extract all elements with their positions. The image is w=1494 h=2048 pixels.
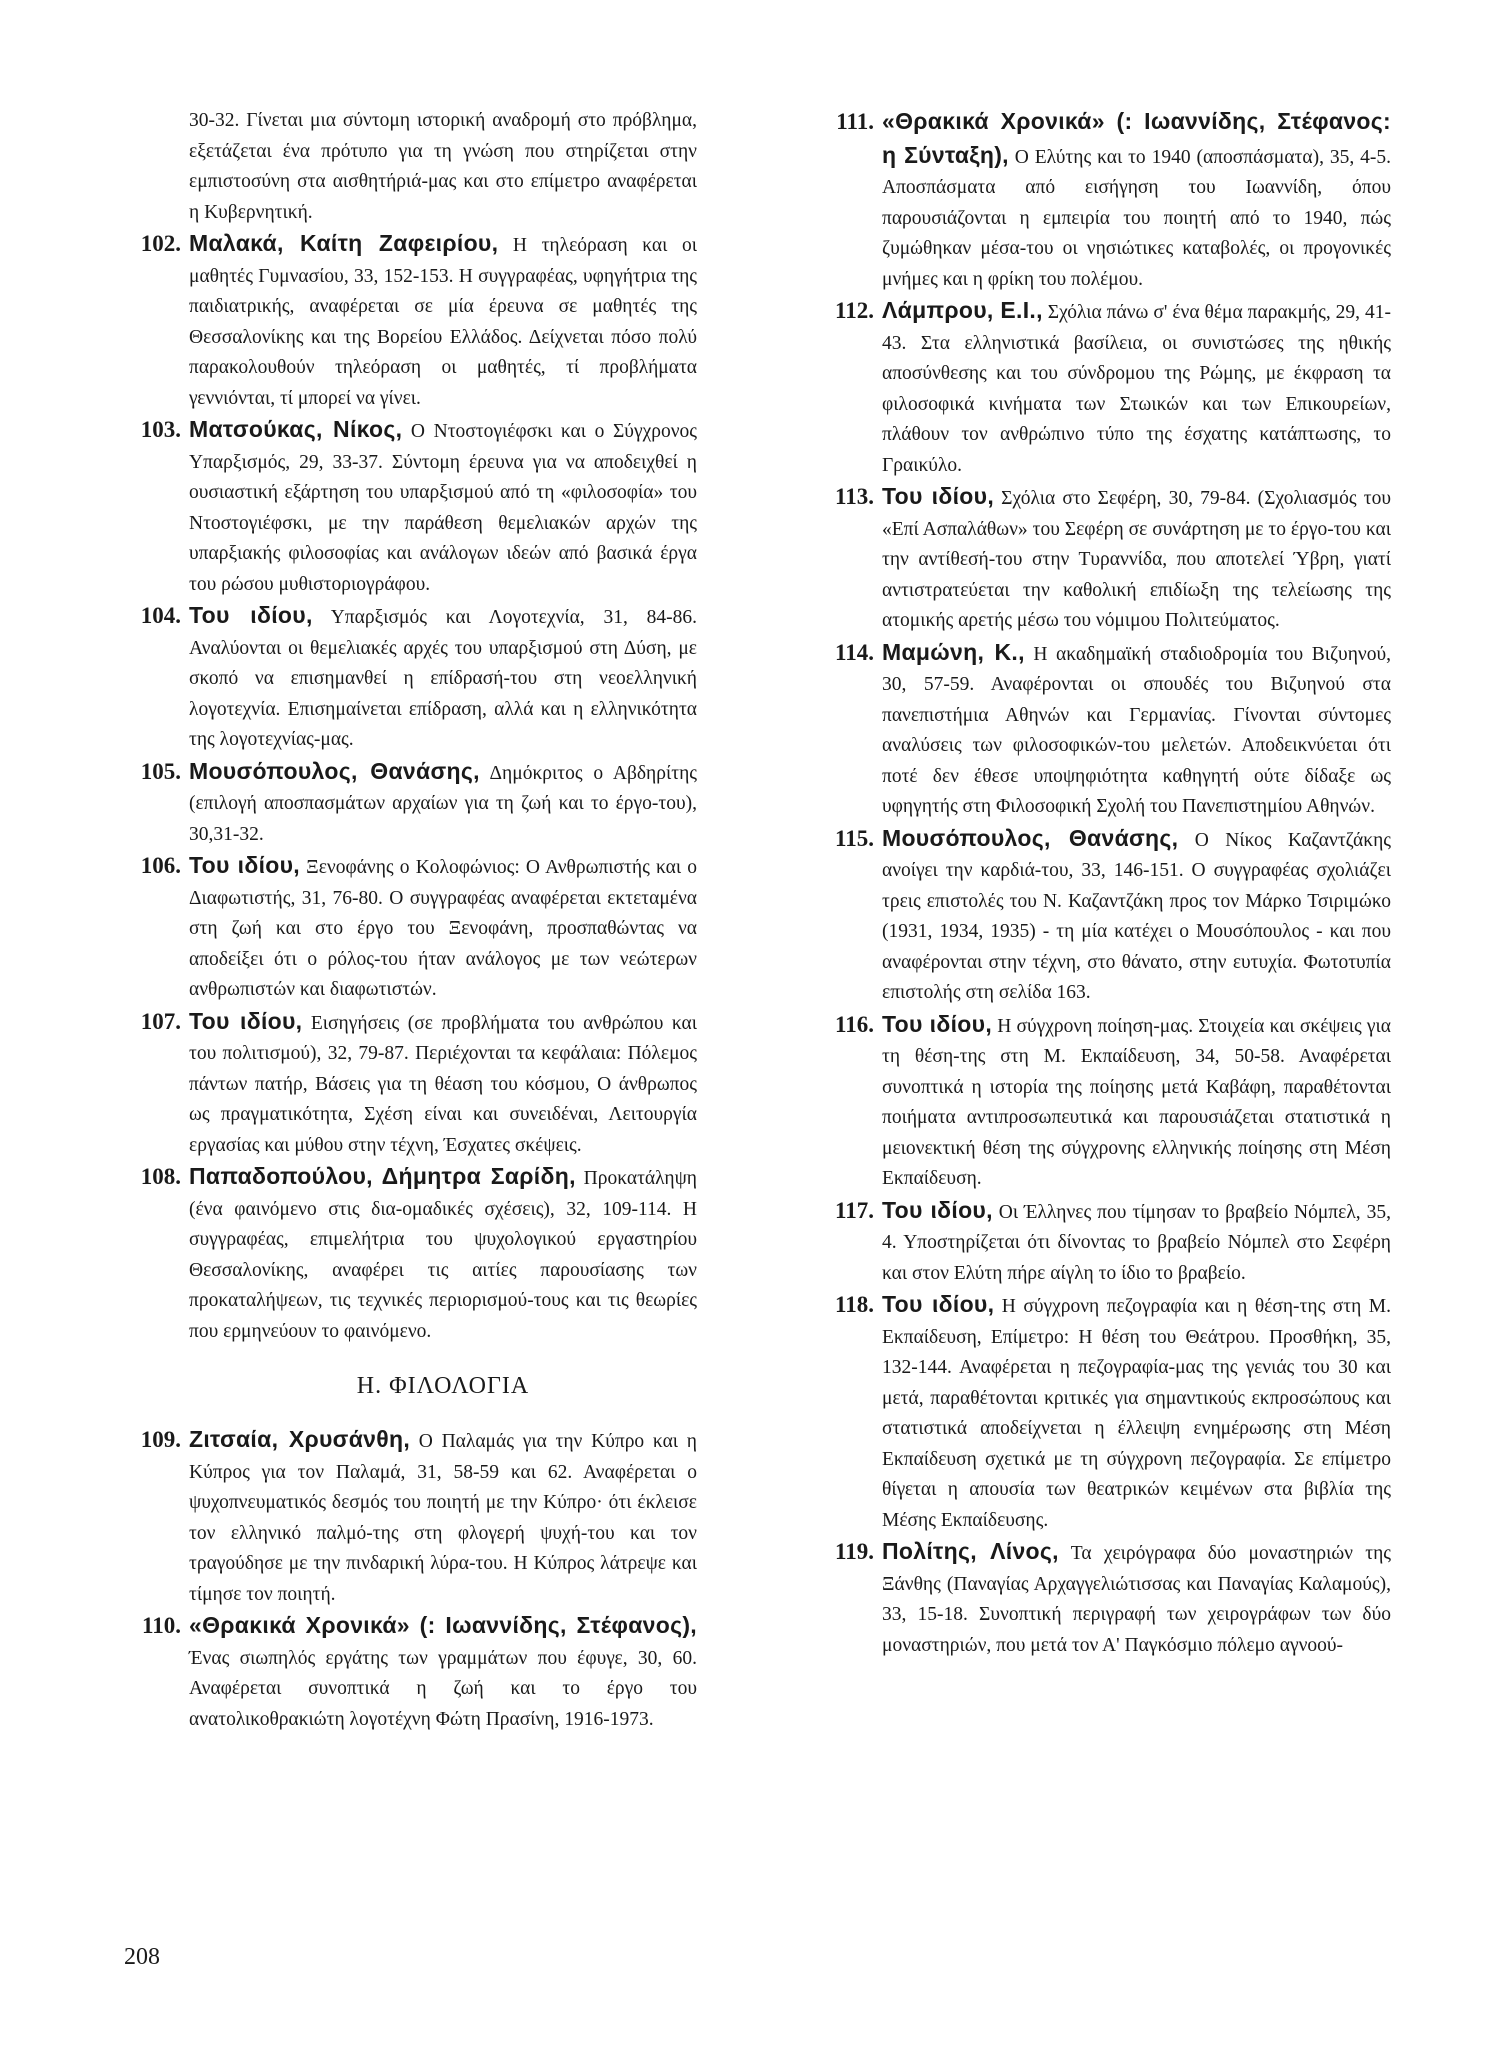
entry-text: Ο Ελύτης και το 1940 (αποσπάσματα), 35, 4-5. Αποσπάσματα από εισήγηση του Ιωαννίδη, όπου παρουσιάζονται η εμπειρία του ποιητή από το 1940, πώς ζυμώθηκαν μέσα-του οι νησιώτικες καταβολές, οι προγονικές μνήμες και η φρίκη του πολέμου. (882, 146, 1392, 290)
entry-text: Οι Έλληνες που τίμησαν το βραβείο Νόμπελ, 35, 4. Υποστηρίζεται ότι δίνοντας το βραβείο Νόμπελ στο Σεφέρη και στον Ελύτη πήρε αίγλη το ίδιο το βραβείο. (882, 1201, 1391, 1284)
entry-text: Ο Νίκος Καζαντζάκης ανοίγει την καρδιά-του, 33, 146-151. Ο συγγραφέας σχολιάζει τρεις επιστολές του Ν. Καζαντζάκη προς τον Μάρκο Τσιριμώκο (1931, 1934, 1935) - τη μία κατέχει ο Μουσόπουλος - και που αναφέρονται στην τέχνη, στο θάνατο, στην ευτυχία. Φωτοτυπία επιστολής στη σελίδα 163. (882, 829, 1391, 1003)
entry-number: 107. (140, 1008, 181, 1034)
entry-text: Η σύγχρονη πεζογραφία και η θέση-της στη Μ. Εκπαίδευση, Επίμετρο: Η θέση του Θεάτρου. Προσθήκη, 35, 132-144. Αναφέρεται η πεζογραφία-μας της γενιάς του 30 και μετά, παραθέτονται κριτικές για σημαντικούς εκπροσώπους και στατιστικά αποδείχνεται η έλλειψη ενημέρωσης στη Μέση Εκπαίδευση σχετικά με τη σύγχρονη πεζογραφία. Σε επίμετρο θίγεται η απουσία των θεατρικών κειμένων στα βιβλία της Μέσης Εκπαίδευσης. (882, 1296, 1391, 1531)
bibliography-entry (125, 1161, 697, 1347)
entry-number: 113. (835, 484, 874, 509)
entry-number: 109. (140, 1427, 181, 1452)
entry-text: Η ακαδημαϊκή σταδιοδρομία του Βιζυηνού, 30, 57-59. Αναφέρονται οι σπουδές του Βιζυηνού στα πανεπιστήμια Αθηνών και Γερμανίας. Γίνονται σύντομες αναλύσεις των φιλοσοφικών-του μελετών. Αποδεικνύεται ότι ποτέ δεν έθεσε υποψηφιότητα καθηγητή ούτε δίδαξε ως υφηγητής στη Φιλοσοφική Σχολή του Πανεπιστημίου Αθηνών. (882, 643, 1391, 817)
entry-number: 106. (140, 853, 181, 878)
entry-list (818, 106, 1391, 1661)
entry-text: Σχόλια πάνω σ' ένα θέμα παρακμής, 29, 41-43. Στα ελληνιστικά βασίλεια, οι συνιστώσες της ηθικής αποσύνθεσης και του σύνδρομου της Ρώμης, με έκφραση τα φιλοσοφικά κινήματα των Στωικών και των Επικουρείων, πλάθουν τον ανθρώπινο τύπο της έσχατης κατάπτωσης, το Γραικύλο. (882, 302, 1391, 476)
bibliography-entry (125, 1610, 697, 1735)
entry-number: 110. (142, 1613, 181, 1638)
entry-text: Η τηλεόραση και οι μαθητές Γυμνασίου, 33, 152-153. Η συγγραφέας, υφηγήτρια της παιδιατρικής, αναφέρεται σε μία έρευνα σε μαθητές της Θεσσαλονίκης και της Βορείου Ελλάδος. Δείχνεται πόσο πολύ παρακολουθούν τηλεόραση οι μαθητές, τί προβλήματα γεννιόνται, τί μπορεί να γίνει. (189, 235, 697, 409)
left-column (125, 106, 697, 1735)
entry-number: 117. (835, 1197, 874, 1223)
entry-number: 108. (140, 1164, 181, 1189)
bibliography-entry (818, 295, 1391, 481)
bibliography-entry (125, 850, 697, 1006)
entry-list (125, 1424, 697, 1735)
entry-author: Του ιδίου, (882, 483, 995, 509)
entry-author: Μαμώνη, Κ., (882, 638, 1025, 665)
entry-author: Ζιτσαία, Χρυσάνθη, (189, 1426, 411, 1452)
entry-number: 112. (835, 298, 874, 323)
entry-number: 118. (835, 1292, 874, 1317)
entry-author: «Θρακικά Χρονικά» (: Ιωαννίδης, Στέφανος: η Σύνταξη), (882, 108, 1391, 168)
entry-text: Η σύγχρονη ποίηση-μας. Στοιχεία και σκέψεις για τη θέση-της στη Μ. Εκπαίδευση, 34, 50-58. Αναφέρεται συνοπτικά η ιστορία της ποίησης μετά Καβάφη, παραθέτονται ποιήματα αντιπροσωπευτικά και παρουσιάζεται στατιστικά η μειονεκτική θέση της σύγχρονης ελληνικής ποίησης στη Μέση Εκπαίδευση. (882, 1015, 1391, 1189)
entry-text: Προκατάληψη (ένα φαινόμενο στις δια-ομαδικές σχέσεις), 32, 109-114. Η συγγραφέας, επιμελήτρια του ψυχολογικού εργαστηρίου Θεσσαλονίκης, αναφέρει τις αιτίες παρουσίασης των προκαταλήψεων, τις τεχνικές περιορισμού-τους και τις θεωρίες που ερμηνεύουν το φαινόμενο. (189, 1168, 698, 1342)
bibliography-entry (818, 1009, 1391, 1195)
entry-number: 105. (140, 758, 181, 784)
entry-author: Παπαδοπούλου, Δήμητρα Σαρίδη, (189, 1163, 576, 1189)
entry-author: Ματσούκας, Νίκος, (189, 416, 403, 442)
entry-text: Υπαρξισμός και Λογοτεχνία, 31, 84-86. Αναλύονται οι θεμελιακές αρχές του υπαρξισμού στη Δύση, με σκοπό να επισημανθεί η επίδρασή-του στη νεοελληνική λογοτεχνία. Επισημαίνεται επίδραση, αλλά και η ελληνικότητα της λογοτεχνίας-μας. (189, 607, 697, 750)
continued-entry-text: 30-32. Γίνεται μια σύντομη ιστορική αναδρομή στο πρόβλημα, εξετάζεται ένα πρότυπο για τη γνώση που στηρίζεται στην εμπιστοσύνη στα αισθητήριά-μας και στο επίμετρο αναφέρεται η Κυβερνητική. (189, 110, 697, 223)
bibliography-entry (125, 228, 697, 414)
bibliography-entry (125, 756, 697, 851)
bibliography-entry (818, 637, 1391, 823)
bibliography-entry (818, 106, 1391, 295)
entry-author: Μουσόπουλος, Θανάσης, (882, 824, 1179, 851)
entry-text: Τα χειρόγραφα δύο μοναστηριών της Ξάνθης (Παναγίας Αρχαγγελιώτισσας και Παναγίας Καλαμούς), 33, 15-18. Συνοπτική περιγραφή των χειρογράφων των δύο μοναστηριών, που μετά τον Α' Παγκόσμιο πόλεμο αγνοού- (882, 1543, 1391, 1656)
entry-author: Του ιδίου, (189, 602, 313, 628)
entry-text: Δημόκριτος ο Αβδηρίτης (επιλογή αποσπασμάτων αρχαίων για τη ζωή και το έργο-του), 30,31-32. (189, 762, 697, 845)
entry-author: Του ιδίου, (882, 1010, 993, 1037)
entry-author: Του ιδίου, (189, 1007, 303, 1034)
right-column (818, 106, 1391, 1661)
entry-list (125, 228, 697, 1347)
entry-author: Του ιδίου, (882, 1291, 995, 1317)
entry-number: 119. (835, 1539, 874, 1564)
entry-number: 114. (835, 639, 874, 665)
entry-number: 115. (835, 825, 874, 851)
bibliography-entry (125, 600, 697, 756)
entry-author: Του ιδίου, (189, 852, 300, 878)
page-number: 208 (124, 1944, 160, 1970)
bibliography-entry (818, 1195, 1391, 1290)
entry-author: Πολίτης, Λίνος, (882, 1538, 1059, 1564)
entry-number: 103. (140, 417, 181, 442)
entry-number: 104. (140, 603, 181, 628)
entry-author: Μουσόπουλος, Θανάσης, (189, 757, 480, 784)
entry-number: 102. (140, 231, 181, 256)
entry-text: Ξενοφάνης ο Κολοφώνιος: Ο Ανθρωπιστής και ο Διαφωτιστής, 31, 76-80. Ο συγγραφέας αναφέρεται εκτεταμένα στη ζωή και στο έργο του Ξενοφάνη, προσπαθώντας να αποδείξει ότι ο ρόλος-του ήταν ανάλογος με των νεώτερων ανθρωπιστών και διαφωτιστών. (189, 857, 697, 1000)
entry-text: Ο Ντοστογιέφσκι και ο Σύγχρονος Υπαρξισμός, 29, 33-37. Σύντομη έρευνα για να αποδειχθεί η ουσιαστική εξάρτηση του υπαρξισμού από τη «φιλοσοφία» του Ντοστογιέφσκι, με την παράθεση θεμελιακών αρχών της υπαρξιακής φιλοσοφίας και ανάλογων ιδεών από βασικά έργα του ρώσου μυθιστοριογράφου. (189, 421, 697, 595)
entry-number: 116. (835, 1011, 874, 1037)
entry-author: Λάμπρου, Ε.Ι., (882, 297, 1043, 323)
bibliography-entry (818, 823, 1391, 1009)
bibliography-entry (125, 1424, 697, 1610)
bibliography-entry (125, 414, 697, 600)
bibliography-entry (818, 481, 1391, 637)
entry-text: Εισηγήσεις (σε προβλήματα του ανθρώπου και του πολιτισμού), 32, 79-87. Περιέχονται τα κεφάλαια: Πόλεμος πάντων πατήρ, Βάσεις για τη θέαση του κόσμου, Ο άνθρωπος ως πραγματικότητα, Σχέση είναι και συνειδέναι, Λειτουργία εργασίας και μύθου στην τέχνη, Έσχατες σκέψεις. (189, 1012, 698, 1156)
entry-number: 111. (836, 109, 874, 134)
entry-text: Ο Παλαμάς για την Κύπρο και η Κύπρος για τον Παλαμά, 31, 58-59 και 62. Αναφέρεται ο ψυχοπνευματικός δεσμός του ποιητή με την Κύπρο· ότι έκλεισε τον ελληνικό παλμό-της στη φλογερή ψυχή-του και τον τραγούδησε με την πινδαρική λύρα-του. Η Κύπρος λάτρεψε και τίμησε τον ποιητή. (189, 1431, 697, 1605)
entry-text: Σχόλια στο Σεφέρη, 30, 79-84. (Σχολιασμός του «Επί Ασπαλάθων» του Σεφέρη σε συνάρτηση με το έργο-του και την αντίθεσή-του στην Τυραννίδα, που αποτελεί Ύβρη, γιατί αντιστρατεύεται την καθολική επιδίωξη της τελείωσης της ατομικής αρετής μέσω του νόμιμου Πολιτεύματος. (882, 488, 1391, 631)
section-heading: Η. ΦΙΛΟΛΟΓΙΑ (356, 1373, 530, 1399)
entry-text: Ένας σιωπηλός εργάτης των γραμμάτων που έφυγε, 30, 60. Αναφέρεται συνοπτικά η ζωή και το έργο του ανατολικοθρακιώτη λογοτέχνη Φώτη Πρασίνη, 1916-1973. (189, 1647, 697, 1730)
entry-author: «Θρακικά Χρονικά» (: Ιωαννίδης, Στέφανος), (189, 1612, 697, 1638)
entry-author: Μαλακά, Καίτη Ζαφειρίου, (189, 230, 499, 256)
bibliography-entry (125, 1006, 697, 1162)
entry-author: Του ιδίου, (882, 1196, 993, 1223)
bibliography-entry (818, 1536, 1391, 1661)
bibliography-entry (818, 1289, 1391, 1536)
